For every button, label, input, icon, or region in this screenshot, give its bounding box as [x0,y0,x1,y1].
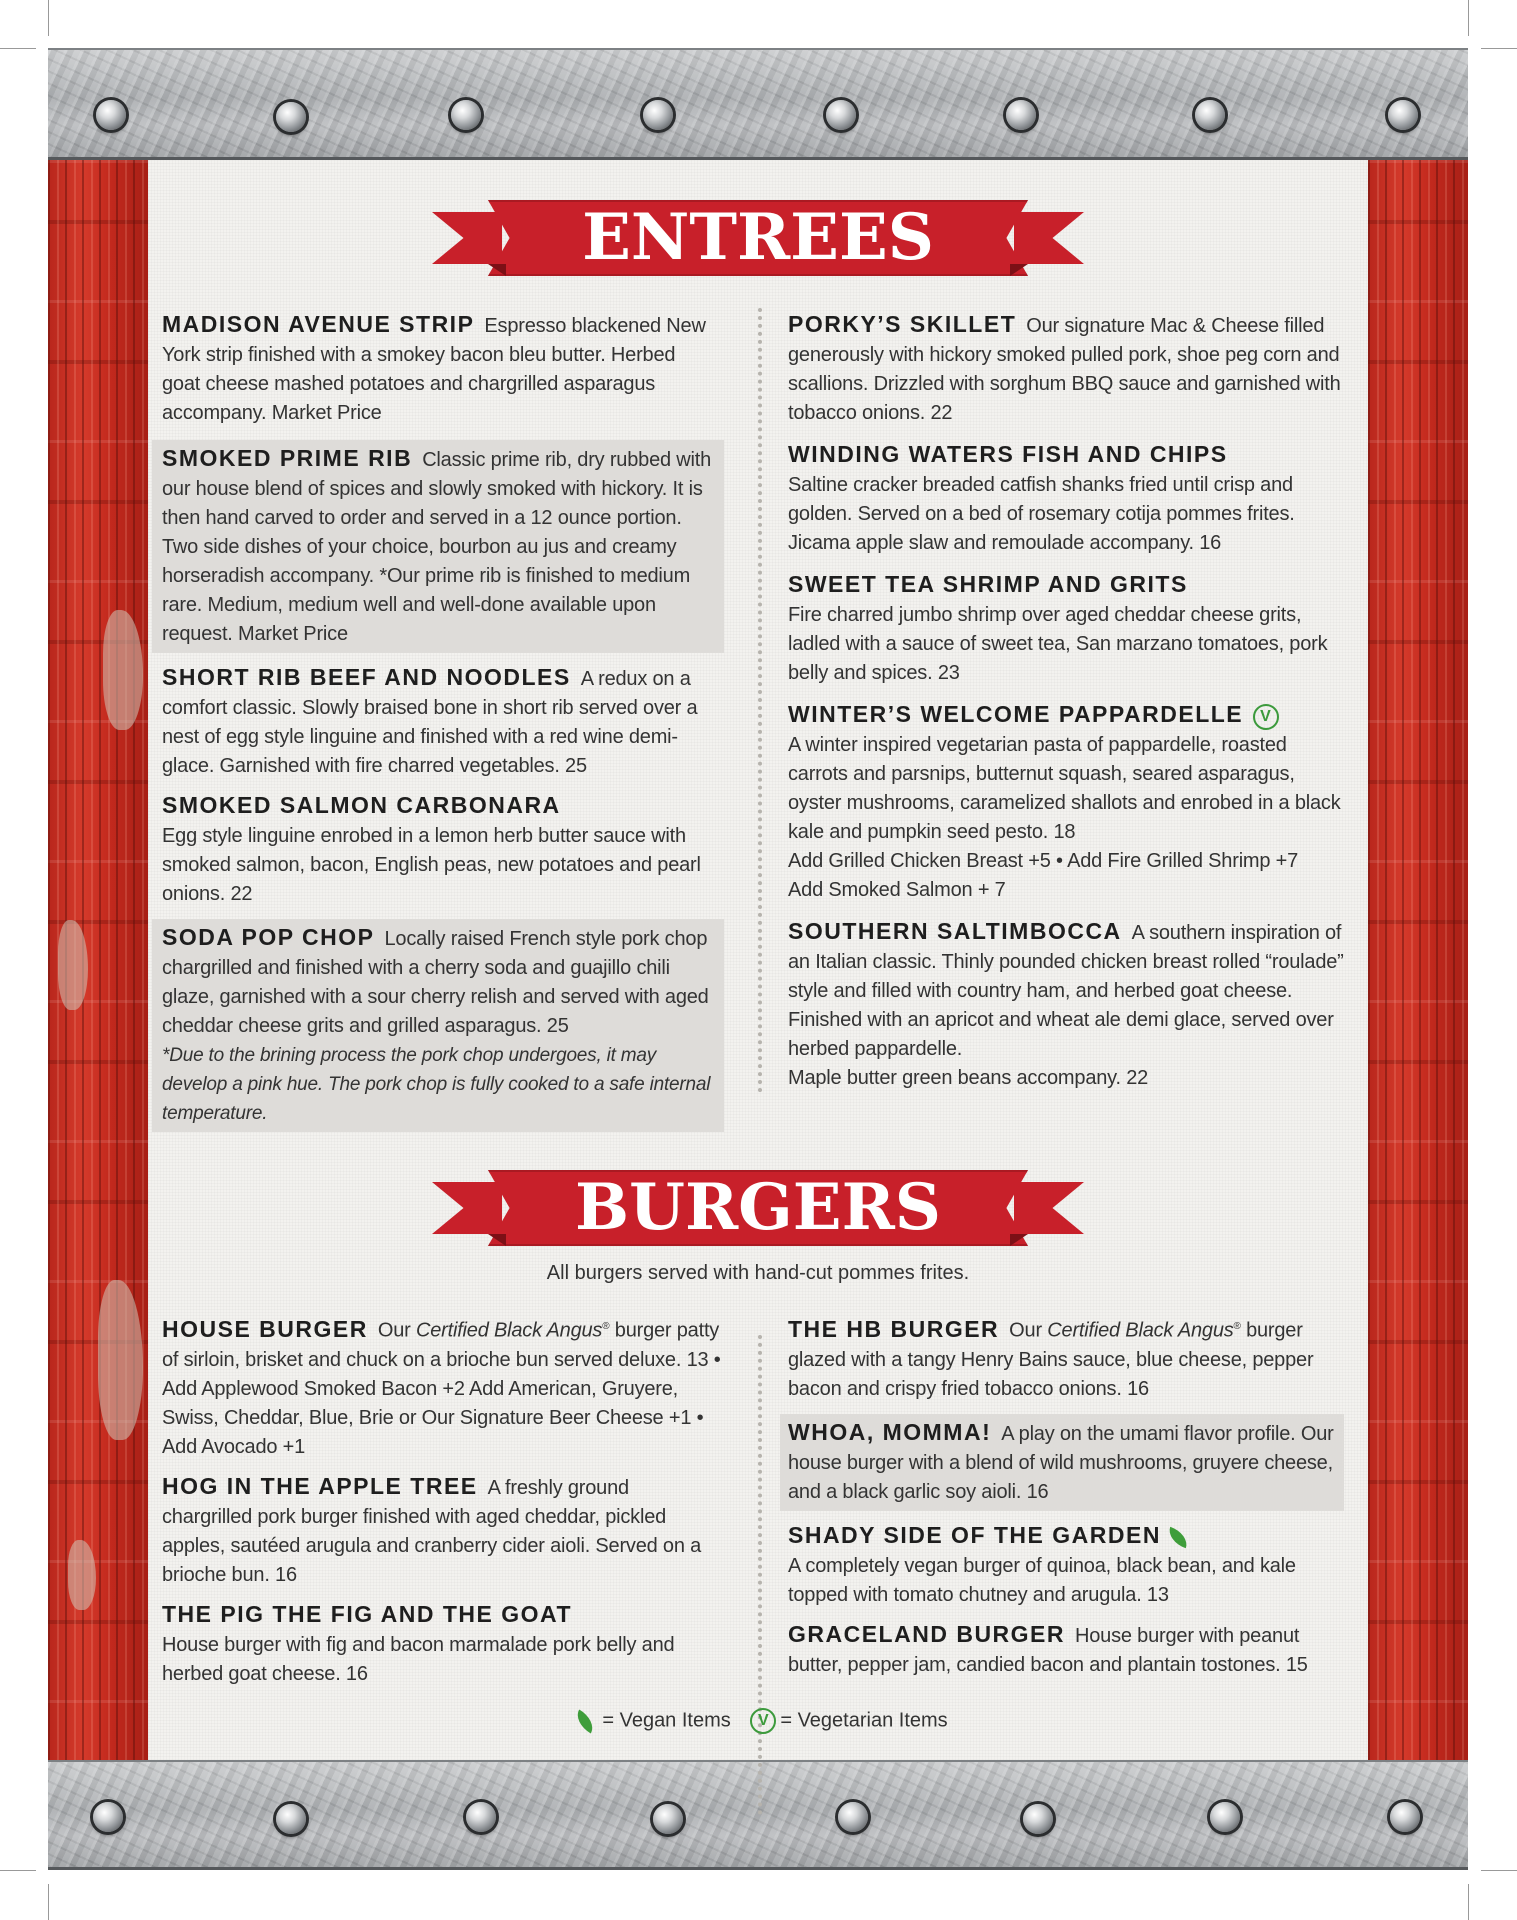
entrees-banner [148,190,1368,286]
column-divider [758,308,762,1093]
bolt-icon [276,102,306,132]
paint-peel [58,920,88,1010]
item-description: A freshly ground chargrilled pork burger finished with aged cheddar, pickled apples, sautéed arugula and cranberry cider aioli. Served on a brioche bun. 16 [162,1476,702,1586]
burgers-subtitle: All burgers served with hand-cut pommes frites. [546,1262,970,1284]
menu-item-highlighted [780,1414,1344,1511]
menu-item [788,917,1344,1093]
item-description: burger glazed with a tangy Henry Bains sauce, blue cheese, pepper bacon and crispy fried tobacco onions. 16 [788,1319,1314,1400]
menu-item [788,700,1344,905]
crop-mark [0,48,36,49]
menu-item [152,791,724,909]
legend-vegetarian-label: = Vegetarian Items [780,1709,948,1732]
item-name: THE PIG THE FIG AND THE GOAT [162,1600,572,1627]
item-name: PORKY’S SKILLET [788,311,1017,337]
item-description: A redux on a comfort classic. Slowly braised bone in short rib served over a nest of egg style linguine and finished with a red wine demi-glace. Garnished with fire charred vegetables. 25 [162,668,698,777]
item-name: SMOKED PRIME RIB [162,445,413,471]
registered-mark: ® [1233,1321,1241,1332]
red-wood-panel-right [1368,160,1468,1760]
item-description: A winter inspired vegetarian pasta of pappardelle, roasted carrots and parsnips, butternut squash, seared asparagus, oyster mushrooms, caramelized shallots and enrobed in a black kale and pumpkin seed pesto. 18 [788,734,1341,843]
bolt-icon [276,1804,306,1834]
item-pre: Our [377,1319,411,1342]
bolt-icon [96,100,126,130]
item-description: Fire charred jumbo shrimp over aged cheddar cheese grits, ladled with a sauce of sweet tea, San marzano tomatoes, pork belly and spices. 23 [788,604,1328,684]
menu-item [162,1312,724,1462]
menu-item [788,310,1344,428]
item-description: burger patty of sirloin, brisket and chuck on a brioche bun served deluxe. 13 • Add Applewood Smoked Bacon +2 Add American, Gruyere, Swiss, Cheddar, Blue, Brie or Our Signature Beer Cheese +1 • Add Avocado +1 [162,1319,721,1458]
bolt-icon [466,1802,496,1832]
bolt-icon [93,1802,123,1832]
item-description: Locally raised French style pork chop chargrilled and finished with a cherry soda and guajillo chili glaze, garnished with a sour cherry relish and served with aged cheddar cheese grits and grilled asparagus. 25 [162,928,709,1037]
menu-item [162,1600,724,1689]
legend-vegan-label: = Vegan Items [602,1709,731,1732]
crop-mark [48,1884,49,1920]
bolt-icon [1006,100,1036,130]
bolt-icon [1210,1802,1240,1832]
item-name: SMOKED SALMON CARBONARA [162,792,561,818]
vegetarian-badge-icon: V [1253,704,1279,730]
burgers-right-column [780,1312,1344,1680]
item-description: A southern inspiration of an Italian classic. Thinly pounded chicken breast rolled “roulade” style and filled with country ham, and herbed goat cheese. Finished with an apricot and wheat ale demi glace, served over herbed pappardelle. [788,922,1344,1060]
crop-mark [0,1870,36,1871]
item-brand: Certified Black Angus [415,1319,603,1342]
bolt-icon [643,100,673,130]
item-description: Classic prime rib, dry rubbed with our house blend of spices and slowly smoked with hickory. It is then hand carved to order and served in a 12 ounce portion. Two side dishes of your choice, bourbon au jus and creamy horseradish accompany. *Our prime rib is finished to medium rare. Medium, medium well and well-done available upon request. Market Price [162,449,712,645]
item-brand: Certified Black Angus [1047,1319,1234,1342]
item-name: THE HB BURGER [788,1315,1000,1342]
menu-item [788,440,1344,558]
paint-peel [103,610,143,730]
dietary-legend [148,1708,1368,1734]
menu-panel [148,160,1368,1760]
paint-peel [98,1280,143,1440]
bolt-icon [451,100,481,130]
bolt-icon [1390,1802,1420,1832]
item-description: House burger with peanut butter, pepper jam, candied bacon and plantain tostones. 15 [788,1624,1308,1676]
item-name: SHADY SIDE OF THE GARDEN [788,1521,1161,1548]
crop-mark [1481,1870,1517,1871]
item-description: A play on the umami flavor profile. Our house burger with a blend of wild mushrooms, gruyere cheese, and a black garlic soy aioli. 16 [788,1422,1334,1503]
item-addon: Add Grilled Chicken Breast +5 • Add Fire Grilled Shrimp +7 [788,850,1299,872]
entrees-right-column [788,310,1344,1093]
item-pre: Our [1009,1319,1042,1342]
metal-top-bar [48,48,1468,160]
menu-item-highlighted [152,919,724,1132]
item-note: *Due to the brining process the pork chop undergoes, it may develop a pink hue. The pork chop is fully cooked to a safe internal temperature. [162,1045,711,1124]
bolt-icon [653,1804,683,1834]
vegetarian-badge-icon: V [750,1708,776,1734]
item-description: House burger with fig and bacon marmalade pork belly and herbed goat cheese. 16 [162,1633,675,1685]
bolt-icon [826,100,856,130]
menu-item [152,310,724,428]
item-name: SHORT RIB BEEF AND NOODLES [162,664,571,690]
bolt-icon [1388,100,1418,130]
burgers-left-column [162,1312,724,1689]
item-addon: Add Smoked Salmon + 7 [788,879,1006,901]
item-description: Egg style linguine enrobed in a lemon herb butter sauce with smoked salmon, bacon, English peas, new potatoes and pearl onions. 22 [162,825,701,905]
menu-item [162,1472,724,1590]
leaf-icon [572,1709,599,1733]
registered-mark: ® [602,1321,610,1332]
menu-item [788,570,1344,688]
item-description-extra: Maple butter green beans accompany. 22 [788,1067,1149,1089]
menu-item [780,1620,1344,1680]
menu-item [780,1312,1344,1404]
column-divider [758,1335,762,1815]
item-name: HOG IN THE APPLE TREE [162,1472,478,1499]
menu-item [780,1521,1344,1610]
red-wood-panel-left [48,160,148,1760]
crop-mark [48,0,49,36]
item-name: GRACELAND BURGER [788,1620,1065,1647]
item-description: Our signature Mac & Cheese filled generously with hickory smoked pulled pork, shoe peg corn and scallions. Drizzled with sorghum BBQ sauce and garnished with tobacco onions. 22 [788,315,1341,424]
item-name: SWEET TEA SHRIMP AND GRITS [788,571,1188,597]
item-description: Saltine cracker breaded catfish shanks fried until crisp and golden. Served on a bed of rosemary cotija pommes frites. Jicama apple slaw and remoulade accompany. 16 [788,474,1295,554]
item-description: Espresso blackened New York strip finished with a smokey bacon bleu butter. Herbed goat cheese mashed potatoes and chargrilled asparagus accompany. Market Price [162,315,706,424]
item-name: SOUTHERN SALTIMBOCCA [788,918,1122,944]
item-name: WINTER’S WELCOME PAPPARDELLE [788,701,1244,727]
crop-mark [1468,0,1469,36]
bolt-icon [838,1802,868,1832]
crop-mark [1468,1884,1469,1920]
paint-peel [68,1540,96,1610]
entrees-title: ENTREES [582,200,934,275]
entrees-left-column [152,310,724,1132]
bolt-icon [1023,1804,1053,1834]
bolt-icon [1195,100,1225,130]
item-name: MADISON AVENUE STRIP [162,311,475,337]
leaf-icon [1165,1527,1191,1549]
menu-item-highlighted [152,440,724,653]
burgers-banner [148,1160,1368,1256]
menu-item [152,663,724,781]
item-name: HOUSE BURGER [162,1315,368,1342]
item-name: SODA POP CHOP [162,924,375,950]
item-description: A completely vegan burger of quinoa, black bean, and kale topped with tomato chutney and arugula. 13 [788,1554,1296,1606]
crop-mark [1481,48,1517,49]
item-name: WHOA, MOMMA! [788,1418,992,1445]
item-name: WINDING WATERS FISH AND CHIPS [788,441,1228,467]
burgers-title: BURGERS [575,1170,941,1245]
